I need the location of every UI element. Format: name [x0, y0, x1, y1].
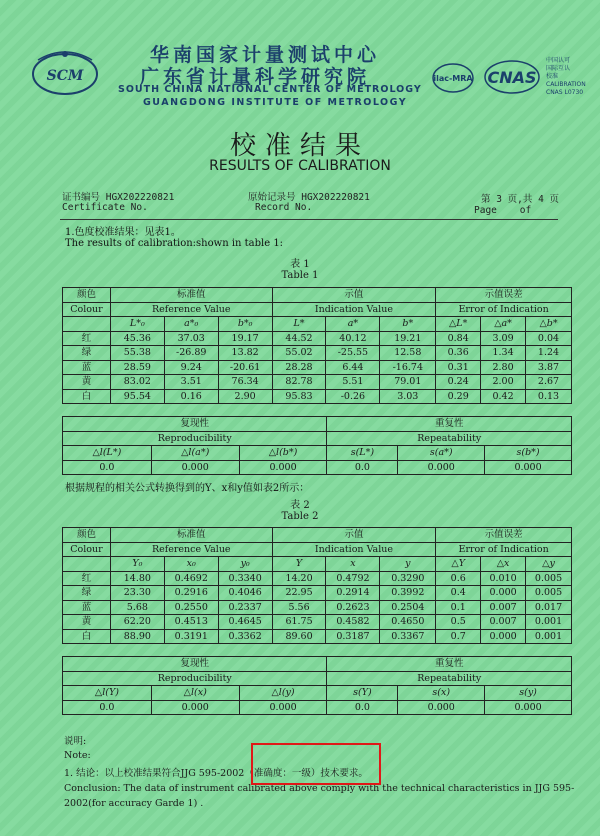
- t2-repro-cn: 复现性: [63, 657, 327, 672]
- t2-value-cell: 0.007: [481, 615, 526, 630]
- t1-repeat-sub: s(b*): [485, 446, 572, 461]
- t1-value-cell: 28.28: [272, 360, 326, 375]
- t1-value-cell: 0.31: [436, 360, 481, 375]
- t2-head-colour-cn: 颜色: [63, 528, 111, 543]
- t2-value-cell: 0.2550: [164, 600, 218, 615]
- t2-value-cell: 0.2623: [326, 600, 380, 615]
- page-number-cn: 第 3 页,共 4 页: [481, 194, 560, 205]
- t1-repeat-en: Repeatability: [327, 431, 572, 446]
- t2-value-cell: 88.90: [110, 629, 164, 644]
- t2-repro-en: Reproducibility: [63, 671, 327, 686]
- table2-caption-cn: 表 2: [290, 500, 310, 511]
- t2-value-cell: 0.3367: [380, 629, 436, 644]
- t1-colour-cell: 红: [63, 331, 111, 346]
- t2-value-cell: 22.95: [272, 586, 326, 601]
- t1-value-cell: 19.17: [218, 331, 272, 346]
- t1-repro-val: 0.0: [63, 460, 152, 475]
- t1-repro-sub: △l(a*): [151, 446, 239, 461]
- t1-head-colour-cn: 颜色: [63, 288, 111, 303]
- t2-value-cell: 0.4582: [326, 615, 380, 630]
- t2-sub-cell: x₀: [164, 557, 218, 572]
- t2-head-colour-en: Colour: [63, 542, 111, 557]
- t1-value-cell: 37.03: [164, 331, 218, 346]
- t2-row: [63, 615, 572, 630]
- t1-repeat-val: 0.000: [398, 460, 485, 475]
- ilac-text: ilac-MRA: [433, 74, 473, 83]
- t2-value-cell: 0.7: [436, 629, 481, 644]
- t2-value-cell: 0.3992: [380, 586, 436, 601]
- t2-colour-cell: 蓝: [63, 600, 111, 615]
- t1-value-cell: -0.26: [326, 389, 380, 404]
- cnas-side-line: 国际互认: [546, 65, 571, 72]
- table1-caption-cn: 表 1: [290, 259, 310, 270]
- cnas-logo: [483, 58, 541, 96]
- t2-value-cell: 5.68: [110, 600, 164, 615]
- t2-repro-sub: △l(x): [151, 686, 239, 701]
- t1-repeat-val: 0.000: [485, 460, 572, 475]
- t1-value-cell: 19.21: [380, 331, 436, 346]
- t2-sub-cell: y: [380, 557, 436, 572]
- cnas-text: CNAS: [487, 68, 537, 87]
- ilac-mra-logo: [427, 58, 479, 96]
- t2-value-cell: 0.017: [526, 600, 572, 615]
- t2-head-ref-en: Reference Value: [110, 542, 272, 557]
- t1-head-ind-cn: 示值: [272, 288, 436, 303]
- t2-value-cell: 0.000: [481, 586, 526, 601]
- t1-value-cell: 3.03: [380, 389, 436, 404]
- t1-sub-cell: a*: [326, 317, 380, 332]
- t1-sub-cell: L*₀: [110, 317, 164, 332]
- t1-value-cell: 83.02: [110, 375, 164, 390]
- record-no-cn: 原始记录号 HGX202220821: [248, 192, 370, 203]
- t2-row: [63, 571, 572, 586]
- t2-value-cell: 5.56: [272, 600, 326, 615]
- t2-value-cell: 62.20: [110, 615, 164, 630]
- t1-repro-en: Reproducibility: [63, 431, 327, 446]
- t2-colour-cell: 黄: [63, 615, 111, 630]
- t2-colour-cell: 绿: [63, 586, 111, 601]
- t1-value-cell: 82.78: [272, 375, 326, 390]
- t2-value-cell: 0.4645: [218, 615, 272, 630]
- t1-value-cell: 9.24: [164, 360, 218, 375]
- t1-value-cell: 0.16: [164, 389, 218, 404]
- org-name-cn-2: 广东省计量科学研究院: [140, 66, 371, 88]
- t2-repro-val: 0.000: [239, 700, 327, 715]
- t2-value-cell: 0.3340: [218, 571, 272, 586]
- table1-repro-repeat: [62, 416, 572, 475]
- t2-colour-cell: 白: [63, 629, 111, 644]
- t2-sub-cell: △x: [481, 557, 526, 572]
- t1-colour-cell: 黄: [63, 375, 111, 390]
- t1-value-cell: -25.55: [326, 346, 380, 361]
- t1-value-cell: 40.12: [326, 331, 380, 346]
- certificate-no-cn: 证书编号 HGX202220821: [62, 192, 175, 203]
- t1-repeat-val: 0.0: [327, 460, 398, 475]
- t1-value-cell: 45.36: [110, 331, 164, 346]
- t2-head-err-cn: 示值误差: [436, 528, 572, 543]
- t2-repeat-val: 0.000: [398, 700, 485, 715]
- t2-value-cell: 0.2337: [218, 600, 272, 615]
- t1-head-ref-en: Reference Value: [110, 302, 272, 317]
- conclusion-en-1: Conclusion: The data of instrument calibrated above comply with the technical characteristics in JJG 595-: [64, 783, 575, 794]
- table1: [62, 287, 572, 404]
- t2-value-cell: 0.3191: [164, 629, 218, 644]
- t1-value-cell: 3.87: [526, 360, 572, 375]
- t1-value-cell: 5.51: [326, 375, 380, 390]
- t1-repro-val: 0.000: [151, 460, 239, 475]
- conclusion-cn: 1. 结论：以上校准结果符合JJG 595-2002（准确度：一级）技术要求。: [64, 768, 368, 779]
- t2-repeat-en: Repeatability: [327, 671, 572, 686]
- cnas-side-line: 中国认可: [546, 57, 571, 64]
- t2-repeat-val: 0.000: [485, 700, 572, 715]
- record-no-en: Record No.: [255, 202, 313, 213]
- t1-head-err-cn: 示值误差: [436, 288, 572, 303]
- letterhead: [0, 0, 600, 118]
- table2-repro-repeat: [62, 656, 572, 715]
- t2-sub-cell: Y₀: [110, 557, 164, 572]
- t2-value-cell: 0.4: [436, 586, 481, 601]
- t1-value-cell: 95.83: [272, 389, 326, 404]
- t2-row: [63, 629, 572, 644]
- t1-row: [63, 331, 572, 346]
- t1-value-cell: 1.34: [481, 346, 526, 361]
- t2-repeat-cn: 重复性: [327, 657, 572, 672]
- t1-row: [63, 375, 572, 390]
- t1-sub-cell: b*: [380, 317, 436, 332]
- t2-colour-cell: 红: [63, 571, 111, 586]
- t2-value-cell: 0.010: [481, 571, 526, 586]
- t1-value-cell: -16.74: [380, 360, 436, 375]
- t2-repeat-sub: s(Y): [327, 686, 398, 701]
- t2-value-cell: 0.6: [436, 571, 481, 586]
- t1-head-err-en: Error of Indication: [436, 302, 572, 317]
- t1-value-cell: 2.67: [526, 375, 572, 390]
- t1-sub-cell: △a*: [481, 317, 526, 332]
- t2-head-ref-cn: 标准值: [110, 528, 272, 543]
- t1-repeat-sub: s(a*): [398, 446, 485, 461]
- t2-body: [63, 571, 572, 644]
- t1-value-cell: 0.42: [481, 389, 526, 404]
- t2-value-cell: 0.001: [526, 615, 572, 630]
- t2-value-cell: 61.75: [272, 615, 326, 630]
- table2-caption-en: Table 2: [281, 511, 319, 522]
- t1-sub-cell: △L*: [436, 317, 481, 332]
- t1-value-cell: 0.13: [526, 389, 572, 404]
- cnas-side-text: [546, 57, 600, 97]
- t1-value-cell: 1.24: [526, 346, 572, 361]
- cnas-side-line: CNAS L0730: [546, 89, 584, 96]
- t2-value-cell: 0.3187: [326, 629, 380, 644]
- t2-value-cell: 0.000: [481, 629, 526, 644]
- t2-value-cell: 0.4046: [218, 586, 272, 601]
- t2-repeat-sub: s(y): [485, 686, 572, 701]
- org-name-cn-1: 华南国家计量测试中心: [150, 44, 381, 66]
- page-number-en: Page of: [474, 205, 532, 216]
- t2-row: [63, 600, 572, 615]
- t1-sub-cell: △b*: [526, 317, 572, 332]
- t2-repro-sub: △l(Y): [63, 686, 152, 701]
- t2-value-cell: 0.001: [526, 629, 572, 644]
- t1-value-cell: 0.36: [436, 346, 481, 361]
- t2-sub-blank: [63, 557, 111, 572]
- org-name-en-1: SOUTH CHINA NATIONAL CENTER OF METROLOGY: [118, 84, 422, 95]
- t2-sub-cell: y₀: [218, 557, 272, 572]
- t1-sub-blank: [63, 317, 111, 332]
- t2-value-cell: 0.2914: [326, 586, 380, 601]
- t1-repro-sub: △l(L*): [63, 446, 152, 461]
- between-text: 根据规程的相关公式转换得到的Y、x和y值如表2所示：: [65, 483, 310, 494]
- cnas-side-line: CALIBRATION: [546, 81, 586, 88]
- t1-sub-cell: b*₀: [218, 317, 272, 332]
- t1-value-cell: 0.24: [436, 375, 481, 390]
- t2-value-cell: 14.80: [110, 571, 164, 586]
- title-en: RESULTS OF CALIBRATION: [209, 158, 391, 174]
- scm-logo: [30, 46, 100, 98]
- intro-cn: 1.色度校准结果：见表1。: [65, 227, 181, 238]
- title-cn: 校准结果: [229, 131, 370, 161]
- table1-caption-en: Table 1: [281, 270, 319, 281]
- t2-value-cell: 0.5: [436, 615, 481, 630]
- t1-body: [63, 331, 572, 404]
- t1-head-ref-cn: 标准值: [110, 288, 272, 303]
- t2-value-cell: 0.007: [481, 600, 526, 615]
- note-label-cn: 说明:: [64, 736, 87, 747]
- t2-row: [63, 586, 572, 601]
- t1-value-cell: 2.00: [481, 375, 526, 390]
- t2-repro-val: 0.000: [151, 700, 239, 715]
- t1-value-cell: -20.61: [218, 360, 272, 375]
- t1-value-cell: 44.52: [272, 331, 326, 346]
- t1-value-cell: 3.09: [481, 331, 526, 346]
- t1-repro-val: 0.000: [239, 460, 327, 475]
- t1-value-cell: 2.90: [218, 389, 272, 404]
- t1-colour-cell: 蓝: [63, 360, 111, 375]
- t1-value-cell: -26.89: [164, 346, 218, 361]
- t2-value-cell: 0.4792: [326, 571, 380, 586]
- t1-value-cell: 6.44: [326, 360, 380, 375]
- t2-head-ind-cn: 示值: [272, 528, 436, 543]
- conclusion-en-2: 2002(for accuracy Garde 1) .: [64, 798, 204, 809]
- t2-repeat-sub: s(x): [398, 686, 485, 701]
- t1-repro-sub: △l(b*): [239, 446, 327, 461]
- t1-colour-cell: 白: [63, 389, 111, 404]
- t2-value-cell: 23.30: [110, 586, 164, 601]
- t2-sub-cell: △Y: [436, 557, 481, 572]
- t2-sub-cell: Y: [272, 557, 326, 572]
- t2-value-cell: 0.2916: [164, 586, 218, 601]
- t1-row: [63, 346, 572, 361]
- t2-value-cell: 0.4513: [164, 615, 218, 630]
- highlight-box: [251, 743, 381, 785]
- t1-value-cell: 3.51: [164, 375, 218, 390]
- t2-value-cell: 0.005: [526, 586, 572, 601]
- t2-value-cell: 0.3290: [380, 571, 436, 586]
- t1-value-cell: 0.04: [526, 331, 572, 346]
- t2-head-ind-en: Indication Value: [272, 542, 436, 557]
- t1-row: [63, 389, 572, 404]
- t2-sub-cell: x: [326, 557, 380, 572]
- note-label-en: Note:: [64, 750, 91, 761]
- t2-repro-sub: △l(y): [239, 686, 327, 701]
- scm-logo-text: SCM: [46, 68, 84, 84]
- t2-value-cell: 0.4692: [164, 571, 218, 586]
- t1-repeat-cn: 重复性: [327, 417, 572, 432]
- t1-value-cell: 55.02: [272, 346, 326, 361]
- t2-value-cell: 0.4650: [380, 615, 436, 630]
- t2-repeat-val: 0.0: [327, 700, 398, 715]
- t2-value-cell: 0.005: [526, 571, 572, 586]
- header-divider: [60, 219, 558, 220]
- t2-value-cell: 0.1: [436, 600, 481, 615]
- org-name-en-2: GUANGDONG INSTITUTE OF METROLOGY: [143, 97, 408, 108]
- t1-value-cell: 95.54: [110, 389, 164, 404]
- certificate-no-en: Certificate No.: [62, 202, 148, 213]
- t1-value-cell: 13.82: [218, 346, 272, 361]
- t1-value-cell: 28.59: [110, 360, 164, 375]
- t2-head-err-en: Error of Indication: [436, 542, 572, 557]
- t1-value-cell: 76.34: [218, 375, 272, 390]
- t2-value-cell: 0.3362: [218, 629, 272, 644]
- t1-value-cell: 2.80: [481, 360, 526, 375]
- t1-colour-cell: 绿: [63, 346, 111, 361]
- t2-value-cell: 14.20: [272, 571, 326, 586]
- t1-value-cell: 12.58: [380, 346, 436, 361]
- t1-value-cell: 0.29: [436, 389, 481, 404]
- t1-repro-cn: 复现性: [63, 417, 327, 432]
- t2-sub-cell: △y: [526, 557, 572, 572]
- t2-value-cell: 89.60: [272, 629, 326, 644]
- t1-head-ind-en: Indication Value: [272, 302, 436, 317]
- t1-repeat-sub: s(L*): [327, 446, 398, 461]
- t1-sub-cell: L*: [272, 317, 326, 332]
- t1-value-cell: 79.01: [380, 375, 436, 390]
- cnas-side-line: 校准: [546, 73, 559, 80]
- t1-value-cell: 0.84: [436, 331, 481, 346]
- table2: [62, 527, 572, 644]
- t1-sub-cell: a*₀: [164, 317, 218, 332]
- t1-row: [63, 360, 572, 375]
- intro-en: The results of calibration:shown in table 1:: [65, 238, 284, 249]
- t1-value-cell: 55.38: [110, 346, 164, 361]
- t2-repro-val: 0.0: [63, 700, 152, 715]
- t1-head-colour-en: Colour: [63, 302, 111, 317]
- t2-value-cell: 0.2504: [380, 600, 436, 615]
